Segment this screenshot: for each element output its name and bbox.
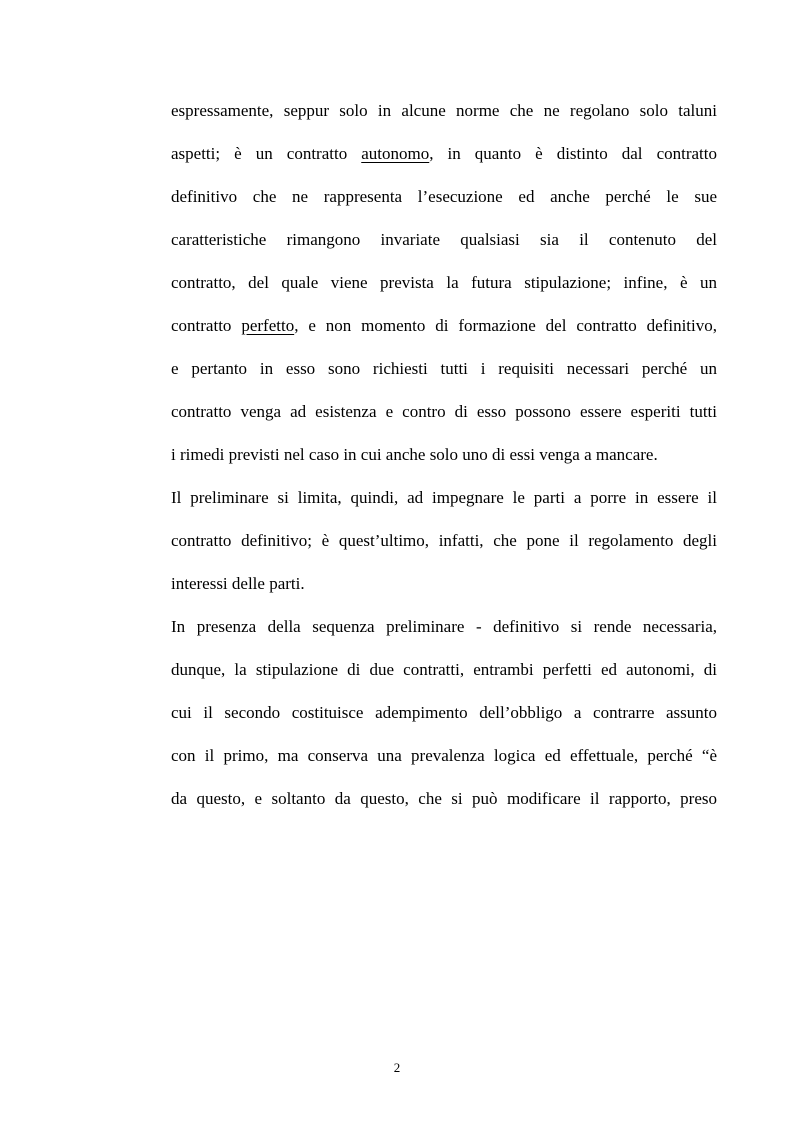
body-text xyxy=(171,89,717,820)
text-run: contratto xyxy=(171,316,242,335)
text-run: da questo, e soltanto da questo, che si può modificare il rapporto, preso xyxy=(171,789,717,808)
text-line xyxy=(171,433,717,476)
text-run: Il preliminare si limita, quindi, ad impegnare le parti a porre in essere il xyxy=(171,488,717,507)
text-line xyxy=(171,175,717,218)
text-run: dunque, la stipulazione di due contratti, entrambi perfetti ed autonomi, di xyxy=(171,660,717,679)
text-line xyxy=(171,562,717,605)
text-run: contratto definitivo; è quest’ultimo, infatti, che pone il regolamento degli xyxy=(171,531,717,550)
text-line xyxy=(171,734,717,777)
text-line xyxy=(171,132,717,175)
text-run: cui il secondo costituisce adempimento dell’obbligo a contrarre assunto xyxy=(171,703,717,722)
text-run: contratto venga ad esistenza e contro di esso possono essere esperiti tutti xyxy=(171,402,717,421)
underlined-term: perfetto xyxy=(241,316,295,335)
text-run: caratteristiche rimangono invariate qualsiasi sia il contenuto del xyxy=(171,230,717,249)
page-number: 2 xyxy=(393,1060,401,1075)
text-run: In presenza della sequenza preliminare - definitivo si rende necessaria, xyxy=(171,617,717,636)
text-line xyxy=(171,218,717,261)
text-line xyxy=(171,347,717,390)
text-line xyxy=(171,648,717,691)
text-run: e pertanto in esso sono richiesti tutti i requisiti necessari perché un xyxy=(171,359,717,378)
text-line xyxy=(171,89,717,132)
text-line xyxy=(171,304,717,347)
text-line xyxy=(171,777,717,820)
text-line xyxy=(171,691,717,734)
text-line xyxy=(171,390,717,433)
text-line xyxy=(171,261,717,304)
text-run: interessi delle parti. xyxy=(171,574,305,593)
text-run: aspetti; è un contratto xyxy=(171,144,362,163)
text-run: definitivo che ne rappresenta l’esecuzione ed anche perché le sue xyxy=(171,187,717,206)
text-line xyxy=(171,605,717,648)
text-run: i rimedi previsti nel caso in cui anche solo uno di essi venga a mancare. xyxy=(171,445,658,464)
text-line xyxy=(171,476,717,519)
underlined-term: autonomo xyxy=(361,144,430,163)
text-line xyxy=(171,519,717,562)
text-run: con il primo, ma conserva una prevalenza logica ed effettuale, perché “è xyxy=(171,746,717,765)
text-run: , in quanto è distinto dal contratto xyxy=(429,144,717,163)
text-run: , e non momento di formazione del contratto definitivo, xyxy=(294,316,718,335)
text-run: espressamente, seppur solo in alcune norme che ne regolano solo taluni xyxy=(171,101,717,120)
text-run: contratto, del quale viene prevista la futura stipulazione; infine, è un xyxy=(171,273,717,292)
